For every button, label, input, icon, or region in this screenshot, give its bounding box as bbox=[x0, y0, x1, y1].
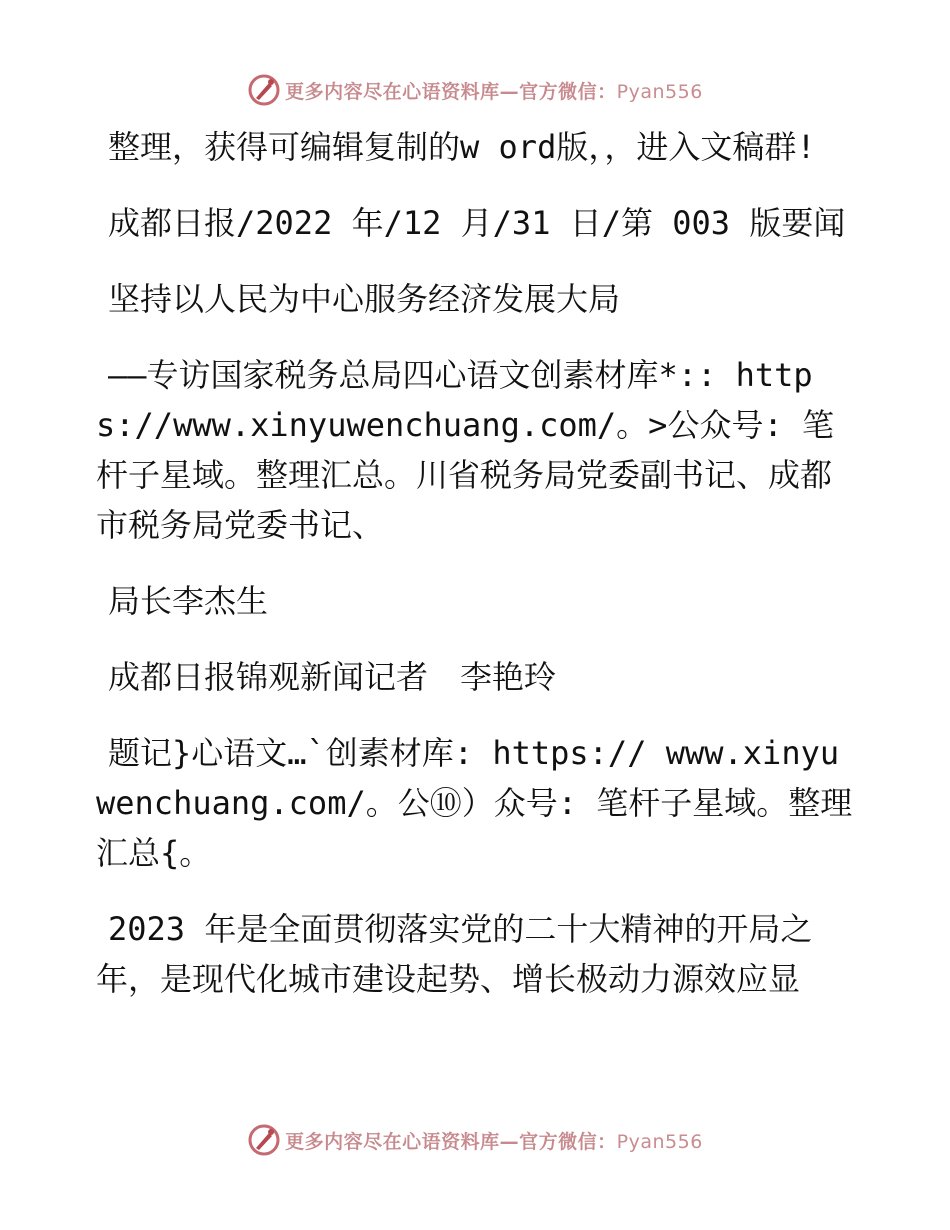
header-watermark bbox=[0, 70, 950, 110]
pen-logo-icon bbox=[247, 1123, 281, 1157]
pen-logo-icon bbox=[247, 73, 281, 107]
paragraph-title: 坚持以人民为中心服务经济发展大局 bbox=[108, 280, 621, 318]
paragraph-note: 题记}心语文…`创素材库: https:// www.xinyuwenchuang.com/。公⑩）众号: 笔杆子星域。整理汇总{。 bbox=[96, 734, 853, 872]
paragraph-notice: 整理，获得可编辑复制的w ord版，，进入文稿群! bbox=[108, 128, 816, 166]
watermark-text: 更多内容尽在心语资料库—官方微信：Pyan556 bbox=[285, 1130, 703, 1153]
paragraph-body: 2023 年是全面贯彻落实党的二十大精神的开局之年，是现代化城市建设起势、增长极动力源效应显 bbox=[96, 910, 813, 998]
paragraph-reporter: 成都日报锦观新闻记者 李艳玲 bbox=[108, 658, 557, 696]
document-body bbox=[96, 122, 856, 1030]
paragraph-source: 成都日报/2022 年/12 月/31 日/第 003 版要闻 bbox=[108, 204, 846, 242]
paragraph-interviewee: 局长李杰生 bbox=[108, 582, 269, 620]
paragraph-subtitle: ——专访国家税务总局四心语文创素材库*:: https://www.xinyuwenchuang.com/。>公众号: 笔杆子星域。整理汇总。川省税务局党委副书记、成都市税务局党委书记、 bbox=[96, 356, 834, 544]
footer-watermark bbox=[0, 1120, 950, 1160]
watermark-text: 更多内容尽在心语资料库—官方微信：Pyan556 bbox=[285, 80, 703, 103]
